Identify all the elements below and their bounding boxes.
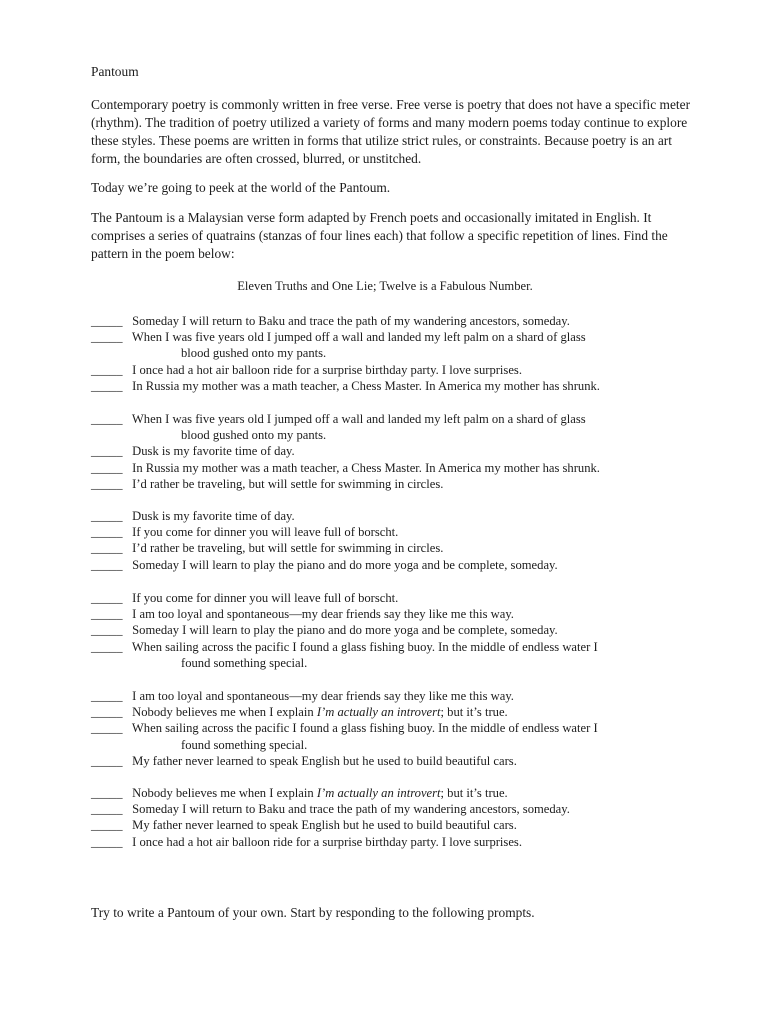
poem-title: Eleven Truths and One Lie; Twelve is a Fabulous Number.	[237, 279, 533, 293]
line-text: When I was five years old I jumped off a wall and landed my left palm on a shard of glass	[131, 330, 586, 345]
poem-line	[91, 834, 691, 850]
poem-line	[91, 460, 691, 476]
line-text: When I was five years old I jumped off a wall and landed my left palm on a shard of glass	[131, 412, 586, 426]
line-text: Someday I will return to Baku and trace the path of my wandering ancestors, someday.	[132, 802, 570, 817]
stanza-6	[91, 785, 691, 850]
stanza-3	[91, 508, 691, 573]
stanza-1	[91, 313, 691, 394]
poem-line	[91, 688, 691, 704]
answer-blank: _____	[91, 786, 123, 800]
page-title: Pantoum	[91, 64, 139, 79]
line-text: Dusk is my favorite time of day.	[132, 444, 295, 459]
answer-blank: _____	[91, 525, 123, 540]
closing-instruction: Try to write a Pantoum of your own. Start by responding to the following prompts.	[91, 905, 535, 920]
poem-line	[91, 817, 691, 833]
stanza-5	[91, 688, 691, 769]
poem-line	[91, 753, 691, 769]
line-text: Nobody believes me when I explain	[132, 705, 314, 720]
poem-line	[91, 785, 691, 801]
line-text: Someday I will learn to play the piano and do more yoga and be complete, someday.	[132, 623, 558, 638]
line-text: Someday I will return to Baku and trace the path of my wandering ancestors, someday.	[132, 314, 570, 328]
line-text: I’d rather be traveling, but will settle for swimming in circles.	[132, 541, 444, 556]
line-text: My father never learned to speak English but he used to build beautiful cars.	[132, 818, 517, 833]
italic-phrase: I’m actually an introvert	[316, 705, 441, 720]
line-text: I am too loyal and spontaneous—my dear friends say they like me this way.	[132, 689, 514, 703]
line-text: When sailing across the pacific I found a glass fishing buoy. In the middle of endless water I	[131, 721, 598, 736]
answer-blank: _____	[91, 607, 123, 622]
line-text: If you come for dinner you will leave full of borscht.	[132, 591, 399, 605]
answer-blank: _____	[91, 705, 123, 720]
poem-line	[91, 590, 691, 606]
intro-paragraph-pantoum-definition: The Pantoum is a Malaysian verse form adapted by French poets and occasionally imitated in English. It comprises a series of quatrains (stanzas of four lines each) that follow a specific repetition of lines. Find the pattern in the poem below:	[91, 210, 668, 261]
answer-blank: _____	[91, 476, 123, 491]
intro-paragraph-peek: Today we’re going to peek at the world of the Pantoum.	[91, 180, 391, 195]
line-text-end: ; but it’s true.	[440, 705, 508, 720]
intro-paragraph-free-verse: Contemporary poetry is commonly written in free verse. Free verse is poetry that does not have a specific meter (rhythm). The tradition of poetry utilized a variety of forms and many modern poems today continue to explore these styles. These poems are written in forms that utilize strict rules, or constraints. Because poetry is an art form, the boundaries are often crossed, blurred, or unstitched.	[91, 97, 691, 166]
stanza-2	[91, 411, 691, 492]
poem-line	[91, 540, 691, 556]
answer-blank: _____	[91, 509, 123, 523]
poem-line	[91, 524, 691, 540]
poem-line	[91, 378, 691, 394]
poem-line	[91, 704, 691, 720]
line-text-end: ; but it’s true.	[440, 786, 508, 800]
answer-blank: _____	[91, 557, 123, 572]
poem-line	[91, 362, 691, 378]
answer-blank: _____	[91, 460, 123, 475]
answer-blank: _____	[91, 834, 123, 849]
line-text: In Russia my mother was a math teacher, a Chess Master. In America my mother has shrunk.	[132, 460, 600, 475]
answer-blank: _____	[91, 412, 123, 426]
answer-blank: _____	[91, 444, 123, 459]
stanza-4	[91, 590, 691, 671]
poem-line	[91, 313, 691, 329]
line-text: Nobody believes me when I explain	[132, 786, 314, 800]
answer-blank: _____	[91, 689, 123, 703]
line-text: When sailing across the pacific I found a glass fishing buoy. In the middle of endless water I	[131, 639, 598, 654]
answer-blank: _____	[91, 721, 123, 736]
line-text: In Russia my mother was a math teacher, a Chess Master. In America my mother has shrunk.	[132, 378, 600, 393]
line-text: I once had a hot air balloon ride for a surprise birthday party. I love surprises.	[132, 834, 522, 849]
poem-line	[91, 606, 691, 622]
answer-blank: _____	[91, 378, 123, 393]
poem-line-continuation: blood gushed onto my pants.	[181, 346, 327, 361]
answer-blank: _____	[91, 818, 123, 833]
italic-phrase: I’m actually an introvert	[316, 786, 441, 800]
answer-blank: _____	[91, 802, 123, 817]
answer-blank: _____	[91, 753, 123, 768]
line-text: Dusk is my favorite time of day.	[132, 509, 295, 523]
line-text: Someday I will learn to play the piano and do more yoga and be complete, someday.	[132, 557, 558, 572]
poem-line	[91, 508, 691, 524]
poem-line	[91, 329, 691, 345]
line-text: I am too loyal and spontaneous—my dear friends say they like me this way.	[132, 607, 514, 622]
poem-line	[91, 720, 691, 736]
poem-line-continuation: found something special.	[181, 655, 308, 670]
line-text: I once had a hot air balloon ride for a surprise birthday party. I love surprises.	[132, 362, 522, 377]
poem-line-continuation: blood gushed onto my pants.	[181, 428, 327, 443]
poem-line	[91, 801, 691, 817]
answer-blank: _____	[91, 541, 123, 556]
answer-blank: _____	[91, 330, 123, 345]
poem-line-continuation: found something special.	[181, 737, 308, 752]
line-text: My father never learned to speak English but he used to build beautiful cars.	[132, 753, 517, 768]
answer-blank: _____	[91, 362, 123, 377]
answer-blank: _____	[91, 591, 123, 605]
poem-line	[91, 622, 691, 638]
poem-line	[91, 476, 691, 492]
answer-blank: _____	[91, 623, 123, 638]
poem-line	[91, 411, 691, 427]
answer-blank: _____	[91, 639, 123, 654]
line-text: If you come for dinner you will leave full of borscht.	[132, 525, 399, 540]
poem-line	[91, 639, 691, 655]
answer-blank: _____	[91, 314, 123, 328]
poem-line	[91, 557, 691, 573]
poem-line	[91, 443, 691, 459]
line-text: I’d rather be traveling, but will settle for swimming in circles.	[132, 476, 444, 491]
